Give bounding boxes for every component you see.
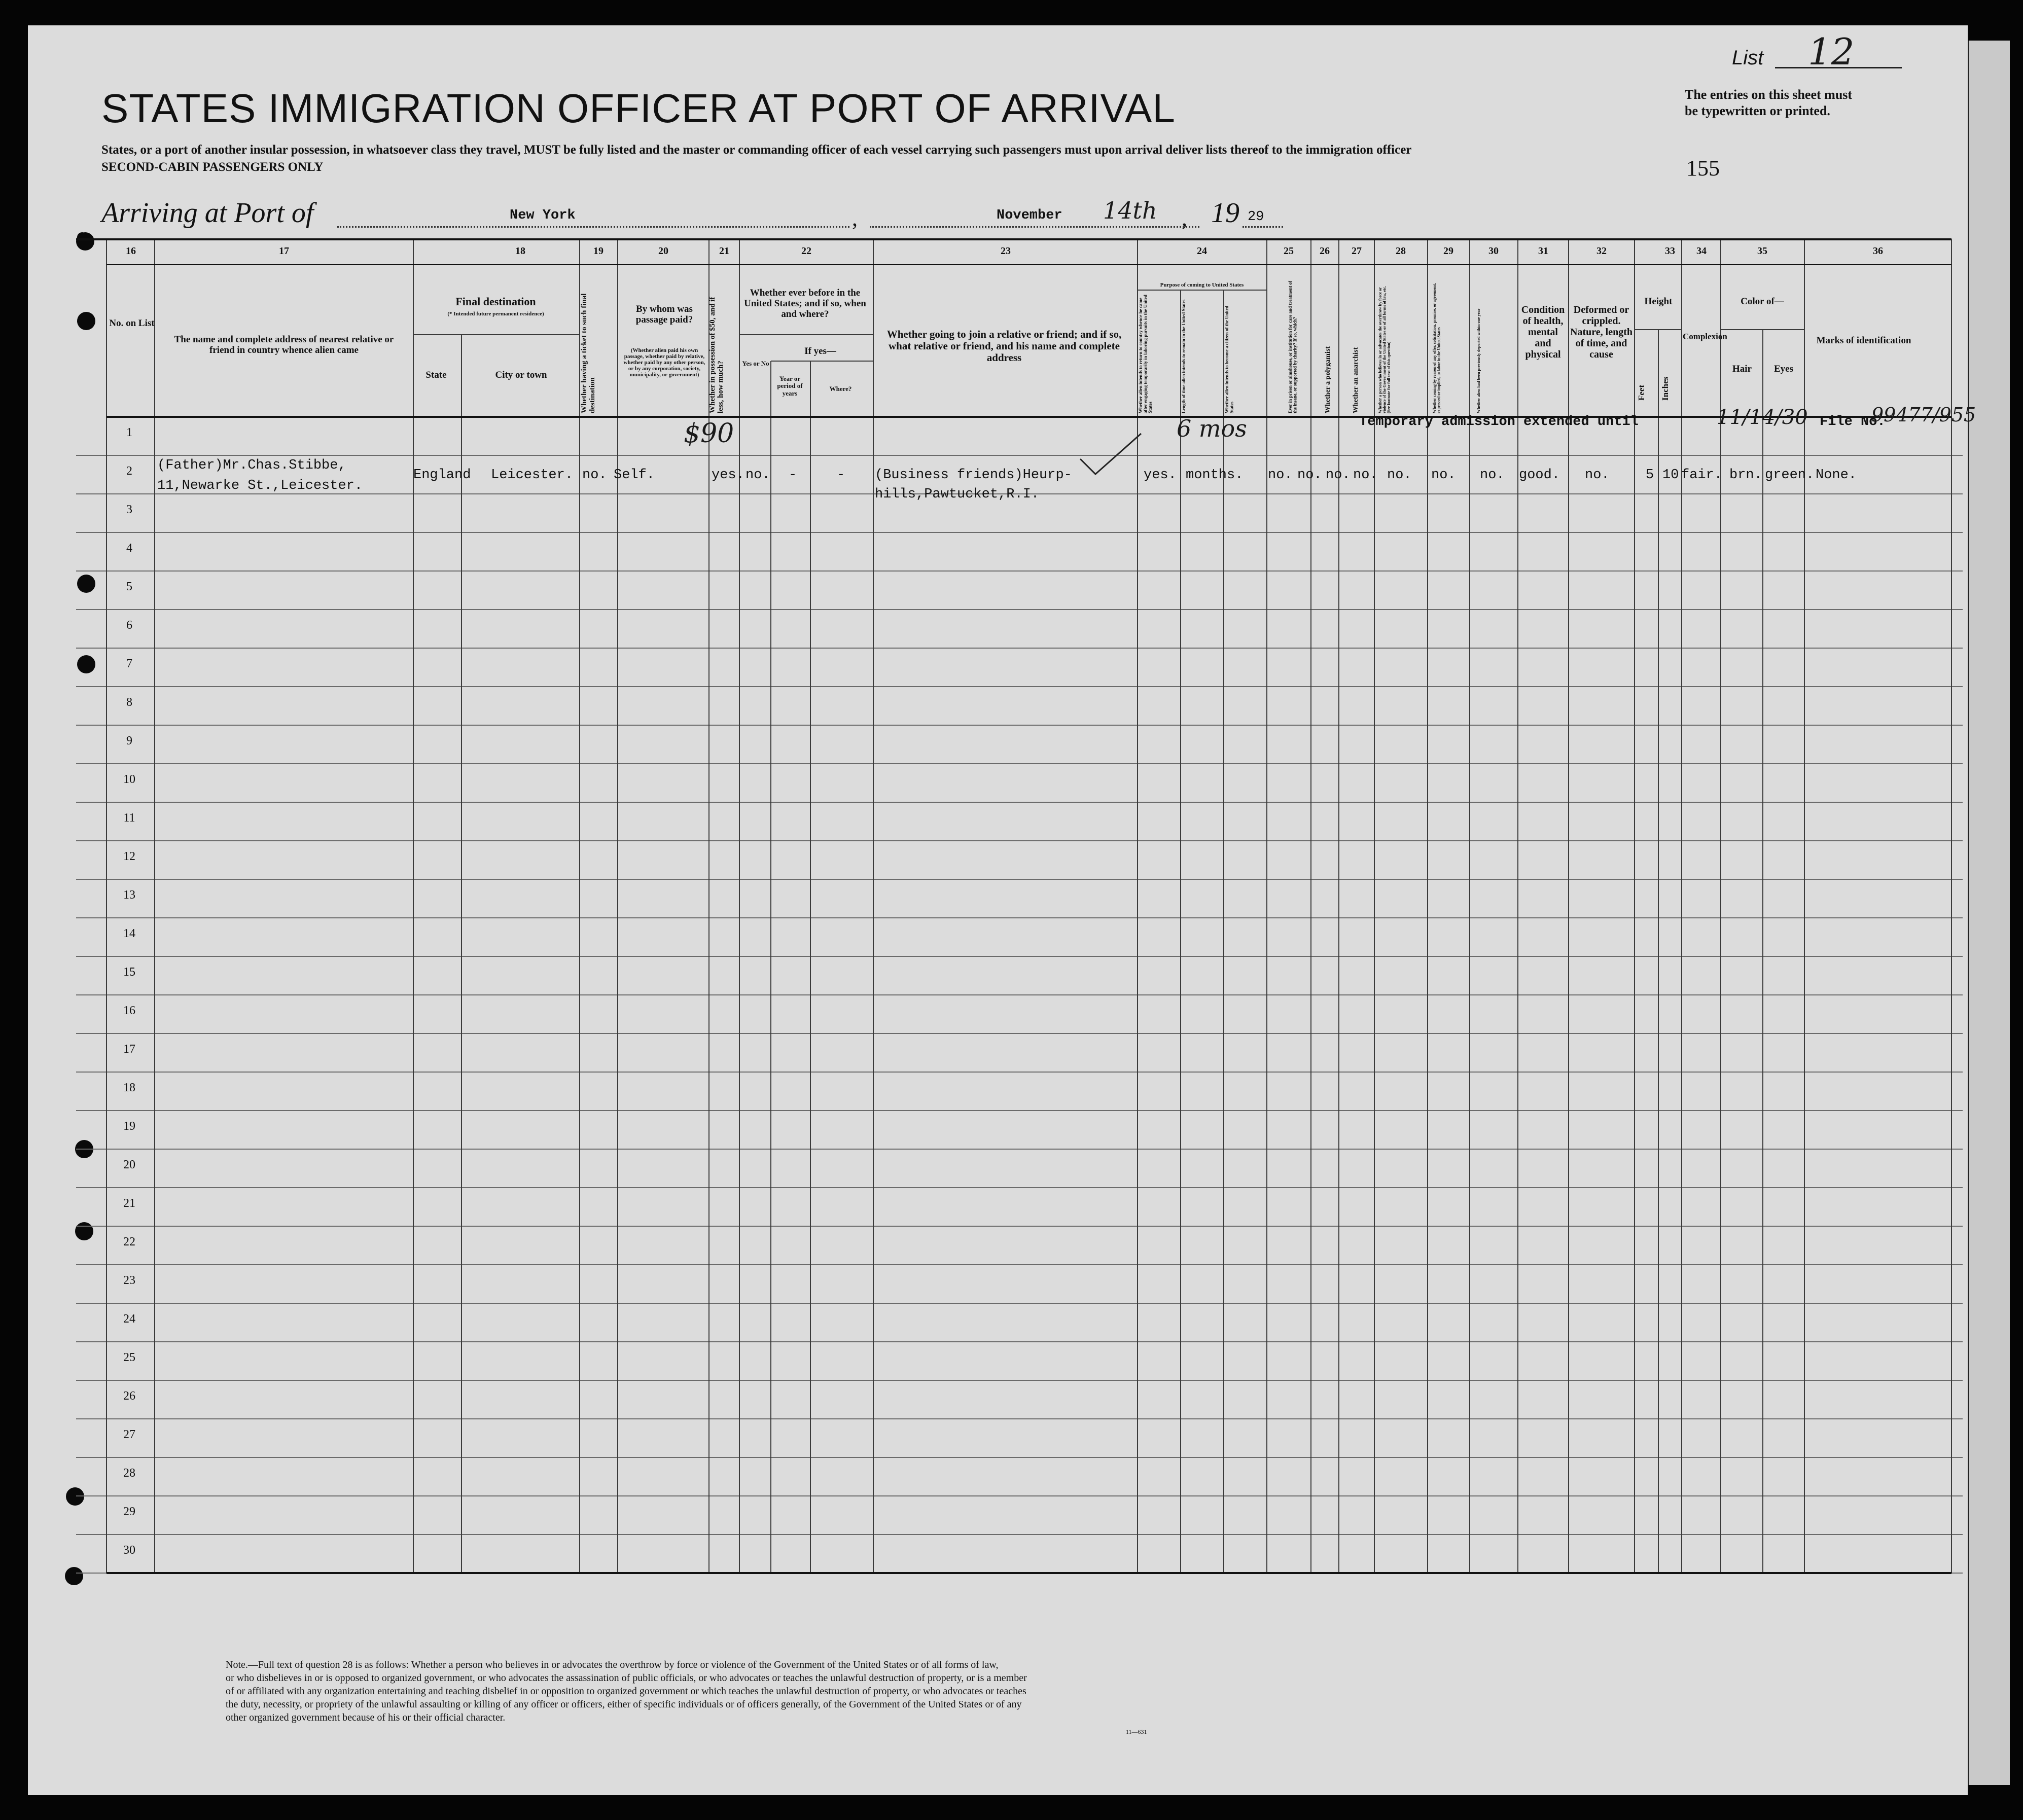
col18-note: (* Intended future permanent residence)	[447, 311, 544, 317]
column-number: 32	[1596, 245, 1607, 257]
handwritten-extension-date: 11/14/30	[1717, 406, 1808, 429]
column-number: 27	[1352, 245, 1362, 257]
row-number: 2	[126, 465, 132, 478]
column-number: 25	[1284, 245, 1294, 257]
before-us: no.	[746, 468, 770, 483]
row-number: 10	[123, 773, 135, 786]
joining-line2: hills,Pawtucket,R.I.	[875, 487, 1040, 502]
footnote-line4: the duty, necessity, or propriety of the unlawful assaulting or killing of any officer or officers, either of specific individuals or of officers generally, of the Government of the United States or of any	[226, 1699, 1022, 1710]
row-number: 4	[126, 542, 132, 555]
possession-50: yes.	[712, 468, 744, 483]
col33-inches: Inches	[1660, 376, 1670, 401]
col22-header: Whether ever before in the United States; and if so, when and where?	[744, 288, 866, 319]
joining-line1: (Business friends)Heurp-	[875, 468, 1072, 483]
class-line: SECOND-CABIN PASSENGERS ONLY	[101, 160, 324, 174]
row-number: 17	[123, 1043, 135, 1056]
col35-header: Color of—	[1741, 296, 1784, 307]
dest-city: Leicester.	[491, 468, 574, 483]
column-number: 19	[593, 245, 604, 257]
row-number: 26	[123, 1389, 135, 1403]
row-number: 11	[123, 811, 135, 825]
column-number: 28	[1396, 245, 1406, 257]
relative-line2: 11,Newarke St.,Leicester.	[157, 478, 363, 493]
col24-length: Length of time alien intends to remain in the United States	[1181, 299, 1186, 413]
footnote-line3: of or affiliated with any organization entertaining and teaching disbelief in or opposition to organized government or which teaches the unlawful destruction of property, or who advocates or teaches	[226, 1686, 1026, 1697]
column-number: 30	[1488, 245, 1499, 257]
file-no-label: File No.	[1820, 414, 1886, 430]
paid-by: Self.	[614, 468, 655, 483]
col22-yesno: Yes or No	[742, 360, 769, 367]
deformed: no.	[1585, 468, 1610, 483]
eye-color: green.	[1765, 468, 1815, 483]
length-stay: months.	[1186, 468, 1244, 483]
column-number: 31	[1538, 245, 1548, 257]
before-where: -	[837, 468, 845, 483]
row-number: 9	[126, 734, 132, 747]
col20-note: (Whether alien paid his own passage, whether paid by relative, whether paid by any other person, or by any corporation, society, municipality, or government)	[623, 347, 705, 378]
col35-eyes: Eyes	[1774, 364, 1793, 374]
complexion: fair.	[1681, 468, 1723, 483]
column-number: 33	[1665, 245, 1675, 257]
col24-header: Purpose of coming to United States	[1160, 282, 1244, 288]
handwritten-months: 6 mos	[1177, 415, 1247, 442]
row-number: 14	[123, 927, 135, 940]
row-number: 25	[123, 1351, 135, 1364]
col29-header: Whether coming by reason of any offer, solicitation, promise, or agreement, expressed or implied, to labor in the United States	[1432, 283, 1441, 413]
before-year: -	[789, 468, 797, 483]
offer-labor: no.	[1431, 468, 1456, 483]
column-number: 35	[1757, 245, 1767, 257]
col25-header: Ever in prison or almshouse, or institution for care and treatment of the insane, or supported by charity? If so, which?	[1288, 281, 1298, 413]
arriving-label: Arriving at Port of	[101, 197, 314, 229]
footnote-line2: or who disbelieves in or is opposed to organized government, or who advocates the assassination of public officials, or who advocates or teaches the unlawful destruction of property, or is a member	[226, 1672, 1027, 1684]
row-number: 13	[123, 888, 135, 902]
footnote	[226, 1658, 1199, 1724]
year-suffix: 29	[1248, 209, 1264, 225]
relative-line1: (Father)Mr.Chas.Stibbe,	[157, 458, 346, 473]
col32-header: Deformed or crippled. Nature, length of time, and cause	[1570, 304, 1632, 360]
column-number: 22	[801, 245, 811, 257]
row-number: 1	[126, 426, 132, 439]
date-day: 14th	[1103, 197, 1157, 224]
column-number: 34	[1696, 245, 1707, 257]
column-number: 16	[126, 245, 136, 257]
row-number: 30	[123, 1544, 135, 1557]
return-intent: yes.	[1144, 468, 1177, 483]
row-number: 24	[123, 1312, 135, 1326]
row-number: 21	[123, 1197, 135, 1210]
column-number: 24	[1197, 245, 1207, 257]
column-number: 18	[515, 245, 525, 257]
col22-ifyes: If yes—	[804, 346, 836, 356]
column-number: 29	[1443, 245, 1453, 257]
handwritten-file-no: 99477/955	[1871, 404, 1976, 426]
instruction-line: States, or a port of another insular possession, in whatsoever class they travel, MUST be fully listed and the master or commanding officer of each vessel carrying such passengers must upon arrival deliver lists thereof to the immigration officer	[101, 143, 1412, 157]
entries-note-2: be typewritten or printed.	[1685, 103, 1830, 118]
col30-header: Whether alien had been previously deported within one year	[1476, 308, 1481, 413]
col18-header: Final destination	[455, 295, 536, 308]
sheet-number: 155	[1686, 156, 1720, 181]
col18-state: State	[425, 370, 447, 380]
column-number: 26	[1320, 245, 1330, 257]
form-code: 11—631	[1126, 1728, 1147, 1735]
health: good.	[1519, 468, 1560, 483]
column-number: 21	[719, 245, 729, 257]
col17-header: The name and complete address of nearest relative or friend in country whence alien came	[174, 334, 394, 355]
row-number: 20	[123, 1158, 135, 1171]
col34-header: Complexion	[1683, 332, 1727, 341]
col19-header: Whether having a ticket to such final destination	[580, 293, 596, 413]
col18-city: City or town	[495, 370, 547, 380]
dest-state: England	[413, 468, 471, 483]
col27-header: Whether an anarchist	[1352, 347, 1360, 413]
column-number: 23	[1001, 245, 1011, 257]
footnote-line1: Note.—Full text of question 28 is as follows: Whether a person who believes in or advocates the overthrow by force or violence of the Government of the United States or of all forms of law,	[226, 1659, 999, 1670]
col24-return: Whether alien intends to return to country whence he came after engaging temporarily in laboring pursuits in the United States	[1138, 295, 1153, 413]
col26-header: Whether a polygamist	[1324, 346, 1332, 413]
deported: no.	[1480, 468, 1505, 483]
row-number: 15	[123, 966, 135, 979]
prison: no.	[1297, 468, 1322, 483]
row-number: 6	[126, 619, 132, 632]
col22-where: Where?	[829, 385, 852, 392]
list-label: List	[1732, 47, 1764, 69]
overthrow: no.	[1387, 468, 1412, 483]
date-month: November	[997, 208, 1062, 223]
identification-marks: None.	[1816, 468, 1857, 483]
row-number: 12	[123, 850, 135, 863]
row-number: 3	[126, 503, 132, 516]
col21-header: Whether in possession of $50, and if less, how much?	[708, 297, 725, 413]
row-number: 7	[126, 657, 132, 670]
row-number: 27	[123, 1428, 135, 1441]
col35-hair: Hair	[1732, 364, 1752, 374]
column-number: 17	[279, 245, 289, 257]
footnote-line5: other organized government because of his or their official character.	[226, 1712, 506, 1723]
height-feet: 5	[1646, 468, 1654, 483]
entries-note-1: The entries on this sheet must	[1685, 87, 1853, 102]
row-number: 22	[123, 1235, 135, 1248]
row-number: 23	[123, 1274, 135, 1287]
row-number: 18	[123, 1081, 135, 1094]
port-value: New York	[510, 208, 576, 223]
comma: ,	[852, 206, 858, 231]
row-number: 5	[126, 580, 132, 593]
height-inches: 10	[1662, 468, 1679, 483]
col31-header: Condition of health, mental and physical	[1521, 304, 1565, 360]
ticket: no.	[582, 468, 607, 483]
row-number: 29	[123, 1505, 135, 1518]
anarchist: no.	[1353, 468, 1378, 483]
row-number: 16	[123, 1004, 135, 1017]
comma: ,	[1182, 206, 1187, 231]
column-number: 20	[658, 245, 668, 257]
check-mark	[1075, 431, 1146, 477]
col33-header: Height	[1644, 296, 1673, 307]
temporary-admission-stamp: Temporary admission extended until	[1359, 414, 1639, 430]
year-prefix: 19	[1211, 197, 1239, 229]
row-number: 28	[123, 1467, 135, 1480]
list-number: 12	[1808, 30, 1855, 73]
col36-header: Marks of identification	[1816, 335, 1911, 346]
row-number: 19	[123, 1120, 135, 1133]
handwritten-amount: $90	[684, 418, 734, 449]
hair-color: brn.	[1729, 468, 1762, 483]
col28-header: Whether a person who believes in or advocates the overthrow by force or violence of the Government of the United States or of all forms of law, etc. (See footnote for full text of this question)	[1378, 286, 1391, 413]
col24-citizen: Whether alien intends to become a citizen of the United States	[1224, 305, 1234, 413]
citizen: no.	[1268, 468, 1293, 483]
polygamist: no.	[1326, 468, 1351, 483]
row-number: 8	[126, 696, 132, 709]
col22-year: Year or period of years	[777, 375, 803, 397]
col33-feet: Feet	[1637, 384, 1646, 401]
col23-header: Whether going to join a relative or friend; and if so, what relative or friend, and his name and complete address	[886, 328, 1122, 364]
page-title: STATES IMMIGRATION OFFICER AT PORT OF ARRIVAL	[101, 86, 1176, 131]
col20-header: By whom was passage paid?	[635, 304, 693, 325]
col16-header: No. on List	[109, 318, 155, 329]
column-number: 36	[1873, 245, 1883, 257]
